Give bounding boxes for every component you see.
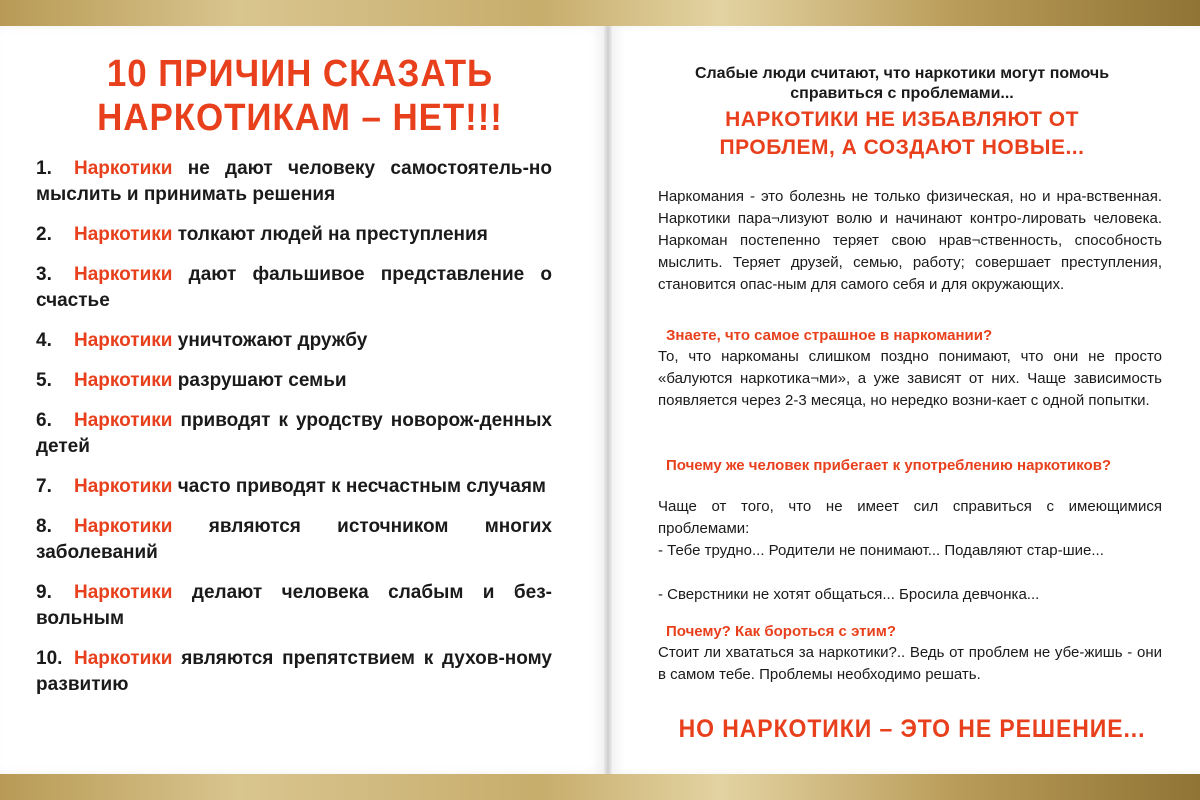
item-text: толкают людей на преступления (172, 224, 488, 245)
closing-statement: НО НАРКОТИКИ – ЭТО НЕ РЕШЕНИЕ... (678, 715, 1146, 743)
headline: НАРКОТИКИ НЕ ИЗБАВЛЯЮТ ОТ ПРОБЛЕМ, А СОЗДАЮТ НОВЫЕ... (719, 108, 1085, 159)
spacer (36, 208, 552, 222)
keyword: Наркотики (74, 410, 173, 431)
question-1: Знаете, что самое страшное в наркомании? (666, 327, 993, 344)
item-number: 10. (36, 648, 63, 669)
list-item (36, 646, 552, 698)
answer-2-line-1: Чаще от того, что не имеет сил справиться с имеющимися проблемами: (658, 498, 1162, 537)
item-text: являются препятствием к духов-ному развитию (36, 648, 552, 695)
item-text: делают человека слабым и без-вольным (36, 582, 552, 629)
item-number: 3. (36, 264, 52, 285)
item-number: 9. (36, 582, 52, 603)
item-number: 6. (36, 410, 52, 431)
item-number: 7. (36, 476, 52, 497)
spacer (36, 632, 552, 646)
spacer (36, 314, 552, 328)
page-title (61, 52, 539, 140)
item-text: являются источником многих заболеваний (36, 516, 552, 563)
spacer (36, 394, 552, 408)
paragraph-addiction: Наркомания - это болезнь не только физическая, но и нра-вственная. Наркотики пара¬лизуют волю и начинают контро-лировать человека. Наркоман постепенно теряет свою нрав¬ственность, способность мыслить. Теряет друзей, семью, работу; совершает преступления, становится опас-ным для самого себя и для окружающих. (658, 188, 1162, 293)
list-item (36, 368, 552, 394)
keyword: Наркотики (74, 476, 173, 497)
spacer (36, 460, 552, 474)
keyword: Наркотики (74, 370, 173, 391)
item-number: 2. (36, 224, 52, 245)
reasons-list (36, 156, 552, 698)
item-number: 4. (36, 330, 52, 351)
list-item (36, 514, 552, 566)
keyword: Наркотики (74, 224, 173, 245)
list-item (36, 580, 552, 632)
list-item (36, 262, 552, 314)
keyword: Наркотики (74, 648, 173, 669)
item-number: 8. (36, 516, 52, 537)
list-item (36, 222, 552, 248)
item-text: дают фальшивое представление о счастье (36, 264, 552, 311)
keyword: Наркотики (74, 516, 173, 537)
list-item (36, 156, 552, 208)
answer-3: Стоит ли хвататься за наркотики?.. Ведь от проблем не убе-жишь - они в самом тебе. Проблемы необходимо решать. (658, 644, 1162, 683)
answer-2-line-2: - Тебе трудно... Родители не понимают... Подавляют стар-шие... (658, 542, 1104, 559)
list-item (36, 408, 552, 460)
item-number: 5. (36, 370, 52, 391)
item-text: разрушают семьи (172, 370, 347, 391)
answer-1: То, что наркоманы слишком поздно понимают, что они не просто «балуются наркотика¬ми», а уже зависят от них. Чаще зависимость появляется через 2-3 месяца, но нередко возни-кает с одной попытки. (658, 348, 1162, 409)
title-line-1: 10 ПРИЧИН СКАЗАТЬ (106, 53, 494, 95)
right-page (612, 26, 1200, 774)
item-text: уничтожают дружбу (172, 330, 368, 351)
item-number: 1. (36, 158, 52, 179)
spacer (36, 248, 552, 262)
title-line-2: НАРКОТИКАМ – НЕТ!!! (97, 97, 503, 139)
keyword: Наркотики (74, 158, 173, 179)
list-item (36, 328, 552, 354)
spacer (36, 566, 552, 580)
item-text: часто приводят к несчастным случаям (172, 476, 546, 497)
question-3: Почему? Как бороться с этим? (666, 623, 896, 640)
keyword: Наркотики (74, 330, 173, 351)
spacer (36, 354, 552, 368)
spacer (36, 500, 552, 514)
left-page (0, 26, 604, 774)
keyword: Наркотики (74, 582, 173, 603)
item-text: не дают человеку самостоятель-но мыслить и принимать решения (36, 158, 552, 205)
keyword: Наркотики (74, 264, 173, 285)
intro-text: Слабые люди считают, что наркотики могут помочь справиться с проблемами... (694, 65, 1110, 102)
answer-2-line-3: - Сверстники не хотят общаться... Бросила девчонка... (658, 586, 1040, 603)
list-item (36, 474, 552, 500)
book-spine (604, 26, 612, 774)
question-2: Почему же человек прибегает к употреблению наркотиков? (666, 457, 1112, 474)
item-text: приводят к уродству новорож-денных детей (36, 410, 552, 457)
